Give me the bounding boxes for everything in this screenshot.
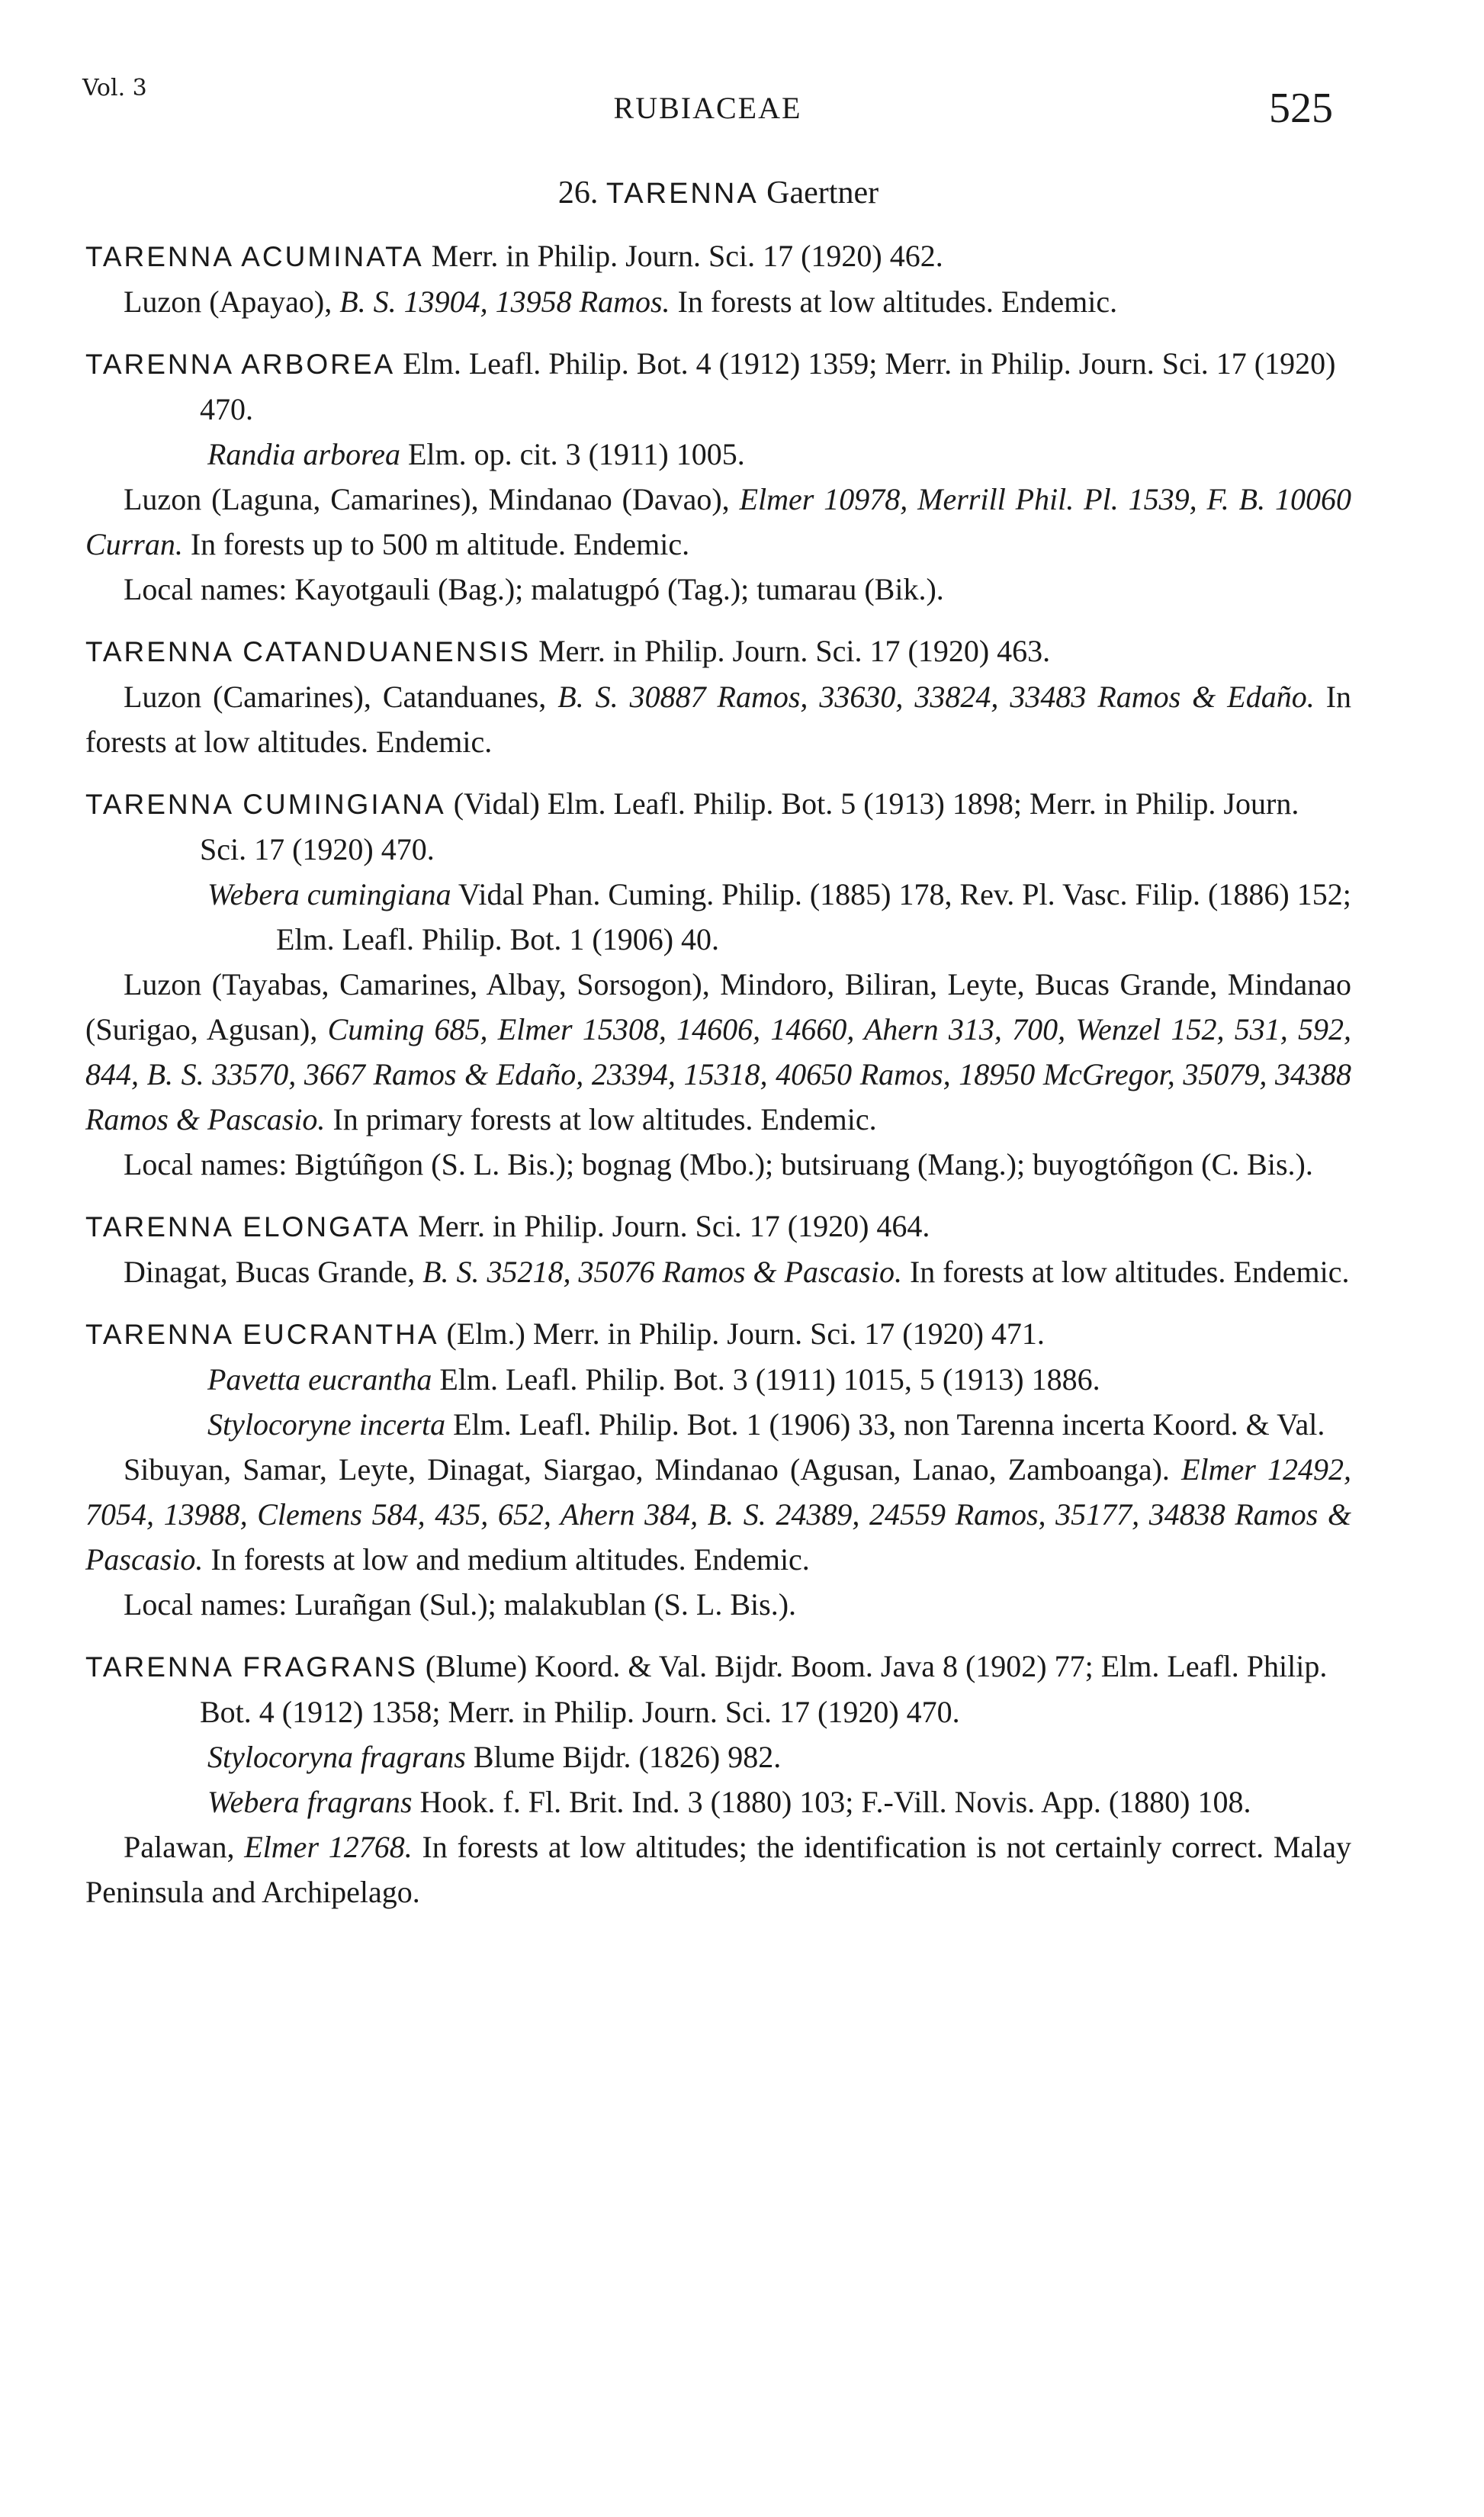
species-name: TARENNA EUCRANTHA bbox=[85, 1319, 439, 1350]
species-name: TARENNA CUMINGIANA bbox=[85, 789, 446, 820]
synonym bbox=[85, 432, 1351, 477]
volume-label: Vol. 3 bbox=[82, 75, 147, 101]
species-citation: Elm. Leafl. Philip. Bot. 4 (1912) 1359; Merr. in Philip. Journ. Sci. 17 (1920) 470. bbox=[200, 346, 1336, 426]
text-body bbox=[85, 171, 1351, 1914]
synonym-citation: Elm. Leafl. Philip. Bot. 1 (1906) 33, non Tarenna incerta Koord. & Val. bbox=[453, 1407, 1325, 1442]
distribution bbox=[85, 1447, 1351, 1582]
species-entry bbox=[85, 233, 1351, 324]
species-entry bbox=[85, 1644, 1351, 1914]
distribution bbox=[85, 1249, 1351, 1294]
collections: B. S. 35218, 35076 Ramos & Pascasio. bbox=[422, 1255, 902, 1289]
genus-name: TARENNA bbox=[605, 178, 759, 210]
habitat-notes: In forests up to 500 m altitude. Endemic. bbox=[190, 527, 690, 561]
distribution bbox=[85, 962, 1351, 1142]
habitat-notes: In forests at low altitudes; the identification is not certainly correct. Malay Peninsula and Archipelago. bbox=[85, 1830, 1352, 1909]
synonym-citation: Blume Bijdr. (1826) 982. bbox=[473, 1740, 782, 1774]
species-name: TARENNA ACUMINATA bbox=[85, 241, 424, 272]
collections: B. S. 30887 Ramos, 33630, 33824, 33483 Ramos & Edaño. bbox=[557, 680, 1315, 714]
species-citation: (Elm.) Merr. in Philip. Journ. Sci. 17 (1920) 471. bbox=[446, 1316, 1045, 1351]
species-heading bbox=[85, 1644, 1351, 1734]
region: Dinagat, Bucas Grande, bbox=[124, 1255, 416, 1289]
habitat-notes: In forests at low and medium altitudes. Endemic. bbox=[210, 1542, 810, 1577]
synonym-name: Webera fragrans bbox=[207, 1785, 413, 1819]
collections: B. S. 13904, 13958 Ramos. bbox=[339, 284, 670, 319]
synonym-name: Webera cumingiana bbox=[207, 877, 451, 911]
region: Palawan, bbox=[124, 1830, 235, 1864]
running-title: RUBIACEAE bbox=[613, 91, 802, 125]
region: Luzon (Apayao), bbox=[124, 284, 332, 319]
habitat-notes: In forests at low altitudes. Endemic. bbox=[677, 284, 1118, 319]
species-heading bbox=[85, 233, 1351, 279]
collections: Cuming 685, Elmer 15308, 14606, 14660, Ahern 313, 700, Wenzel 152, 531, 592, 844, B. S. 33570, 3667 Ramos & Edaño, 23394, 15318, 40650 Ramos, 18950 McGregor, 35079, 34388 Ramos & Pascasio. bbox=[85, 1012, 1352, 1136]
species-citation: Merr. in Philip. Journ. Sci. 17 (1920) 462. bbox=[431, 239, 943, 273]
synonym-citation: Elm. op. cit. 3 (1911) 1005. bbox=[407, 437, 745, 471]
synonym-name: Stylocoryna fragrans bbox=[207, 1740, 466, 1774]
species-heading bbox=[85, 1311, 1351, 1357]
species-heading bbox=[85, 628, 1351, 674]
species-citation: (Vidal) Elm. Leafl. Philip. Bot. 5 (1913) 1898; Merr. in Philip. Journ. Sci. 17 (1920) 470. bbox=[200, 786, 1299, 866]
synonym bbox=[85, 872, 1351, 962]
synonym-citation: Hook. f. Fl. Brit. Ind. 3 (1880) 103; F.-Vill. Novis. App. (1880) 108. bbox=[419, 1785, 1251, 1819]
synonym-name: Randia arborea bbox=[207, 437, 400, 471]
page-header bbox=[82, 69, 1333, 137]
synonym-citation: Vidal Phan. Cuming. Philip. (1885) 178, Rev. Pl. Vasc. Filip. (1886) 152; Elm. Leafl. Philip. Bot. 1 (1906) 40. bbox=[276, 877, 1351, 956]
species-citation: Merr. in Philip. Journ. Sci. 17 (1920) 464. bbox=[418, 1209, 930, 1243]
species-entry bbox=[85, 781, 1351, 1187]
region: Sibuyan, Samar, Leyte, Dinagat, Siargao, Mindanao (Agusan, Lanao, Zamboanga). bbox=[124, 1452, 1170, 1487]
local-names: Local names: Lurañgan (Sul.); malakublan (S. L. Bis.). bbox=[124, 1587, 797, 1622]
species-name: TARENNA CATANDUANENSIS bbox=[85, 636, 532, 667]
genus-number: 26. bbox=[557, 175, 599, 211]
habitat-notes: In forests at low altitudes. Endemic. bbox=[909, 1255, 1350, 1289]
synonym bbox=[85, 1402, 1351, 1447]
species-heading bbox=[85, 1204, 1351, 1249]
synonym-name: Pavetta eucrantha bbox=[207, 1362, 432, 1397]
distribution bbox=[85, 279, 1351, 324]
genus-author: Gaertner bbox=[766, 175, 879, 211]
habitat-notes: In forests at low altitudes. Endemic. bbox=[85, 680, 1352, 759]
region: Luzon (Camarines), Catanduanes, bbox=[124, 680, 547, 714]
synonym bbox=[85, 1734, 1351, 1779]
species-entry bbox=[85, 341, 1351, 612]
local-names: Local names: Bigtúñgon (S. L. Bis.); bognag (Mbo.); butsiruang (Mang.); buyogtóñgon (C. Bis.). bbox=[124, 1147, 1313, 1181]
distribution bbox=[85, 477, 1351, 567]
collections: Elmer 10978, Merrill Phil. Pl. 1539, F. B. 10060 Curran. bbox=[85, 482, 1352, 561]
distribution bbox=[85, 674, 1351, 764]
synonym bbox=[85, 1357, 1351, 1402]
collections: Elmer 12768. bbox=[244, 1830, 413, 1864]
species-citation: (Blume) Koord. & Val. Bijdr. Boom. Java 8 (1902) 77; Elm. Leafl. Philip. Bot. 4 (1912) 1358; Merr. in Philip. Journ. Sci. 17 (1920) 470. bbox=[200, 1649, 1328, 1729]
local-names: Local names: Kayotgauli (Bag.); malatugpó (Tag.); tumarau (Bik.). bbox=[124, 572, 944, 606]
synonym-name: Stylocoryne incerta bbox=[207, 1407, 446, 1442]
species-heading bbox=[85, 781, 1351, 872]
synonym bbox=[85, 1779, 1351, 1824]
region: Luzon (Laguna, Camarines), Mindanao (Davao), bbox=[124, 482, 730, 516]
species-entry bbox=[85, 1204, 1351, 1294]
species-heading bbox=[85, 341, 1351, 432]
region: Luzon (Tayabas, Camarines, Albay, Sorsogon), Mindoro, Biliran, Leyte, Bucas Grande, Mindanao (Surigao, Agusan), bbox=[85, 967, 1351, 1046]
genus-heading bbox=[85, 171, 1351, 217]
species-name: TARENNA FRAGRANS bbox=[85, 1651, 418, 1683]
species-citation: Merr. in Philip. Journ. Sci. 17 (1920) 463. bbox=[538, 634, 1051, 668]
distribution bbox=[85, 1824, 1351, 1914]
species-entry bbox=[85, 1311, 1351, 1627]
habitat-notes: In primary forests at low altitudes. Endemic. bbox=[332, 1102, 877, 1136]
page-number: 525 bbox=[1269, 85, 1333, 132]
species-name: TARENNA ARBOREA bbox=[85, 349, 396, 380]
species-name: TARENNA ELONGATA bbox=[85, 1211, 411, 1242]
collections: Elmer 12492, 7054, 13988, Clemens 584, 435, 652, Ahern 384, B. S. 24389, 24559 Ramos, 35177, 34838 Ramos & Pascasio. bbox=[85, 1452, 1352, 1577]
synonym-citation: Elm. Leafl. Philip. Bot. 3 (1911) 1015, 5 (1913) 1886. bbox=[439, 1362, 1100, 1397]
species-entry bbox=[85, 628, 1351, 764]
